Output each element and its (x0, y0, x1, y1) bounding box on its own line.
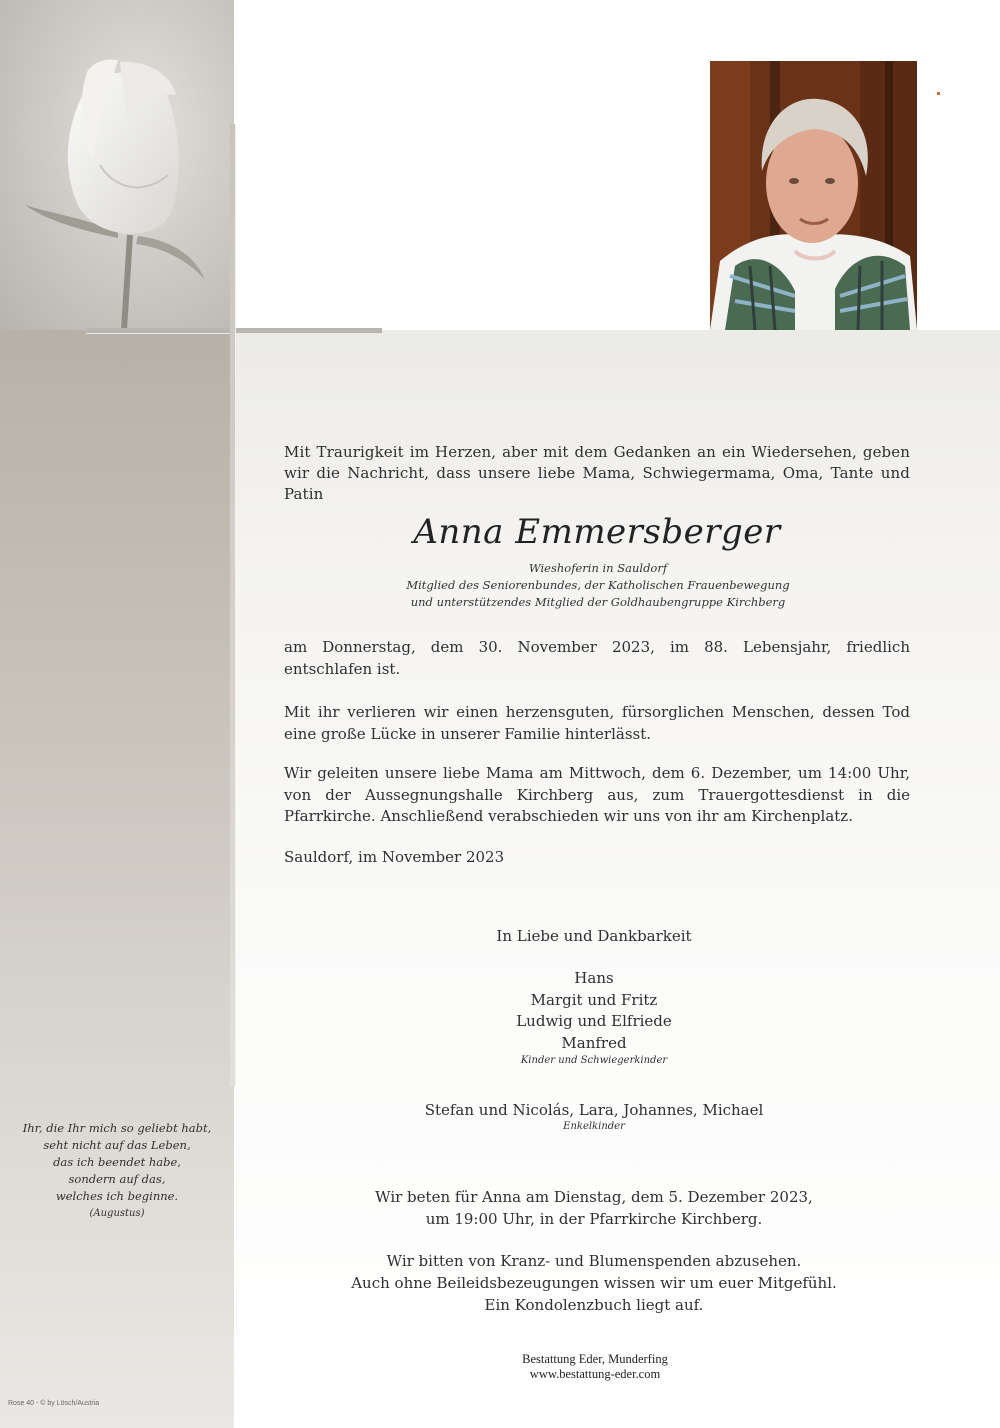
request-line: Auch ohne Beileidsbezeugungen wissen wir um euer Mitgefühl. (351, 1274, 837, 1292)
mourner-name: Margit und Fritz (530, 990, 658, 1009)
detail-line: und unterstützendes Mitglied der Goldhaubengruppe Kirchberg (410, 595, 786, 609)
quote-line: sondern auf das, (68, 1172, 166, 1186)
detail-line: Mitglied des Seniorenbundes, der Katholischen Frauenbewegung (406, 578, 790, 592)
rose-image (0, 0, 234, 330)
quote-line: seht nicht auf das Leben, (43, 1138, 191, 1152)
undertaker-website: www.bestattung-eder.com (529, 1367, 661, 1381)
prayer-line: um 19:00 Uhr, in der Pfarrkirche Kirchberg. (425, 1210, 763, 1228)
color-mark (937, 92, 940, 95)
children-label: Kinder und Schwiegerkinder (520, 1055, 668, 1066)
request-line: Wir bitten von Kranz- und Blumenspenden abzusehen. (386, 1252, 802, 1270)
portrait-photo (710, 61, 917, 330)
request-line: Ein Kondolenzbuch liegt auf. (484, 1296, 704, 1314)
sidebar-panel (0, 330, 234, 1428)
deceased-name: Anna Emmersberger (413, 512, 781, 552)
requests-text (324, 1250, 864, 1316)
mourner-name: Ludwig und Elfriede (516, 1012, 672, 1030)
place-date: Sauldorf, im November 2023 (284, 848, 505, 866)
prayer-line: Wir beten für Anna am Dienstag, dem 5. Dezember 2023, (375, 1188, 813, 1206)
prayer-text (334, 1186, 854, 1230)
undertaker-footer (400, 1352, 790, 1382)
quote-author: (Augustus) (89, 1208, 145, 1219)
deceased-details (300, 560, 896, 611)
mourners-heading: In Liebe und Dankbarkeit (496, 927, 692, 945)
grandchildren-label: Enkelkinder (563, 1121, 625, 1132)
image-credit: Rose 40 - © by Lösch/Austria (8, 1400, 100, 1407)
memorial-quote (0, 1120, 234, 1222)
quote-line: Ihr, die Ihr mich so geliebt habt, (22, 1121, 212, 1135)
loss-paragraph: Mit ihr verlieren wir einen herzensguten, fürsorglichen Menschen, dessen Tod eine große Lücke in unserer Familie hinterlässt. (284, 703, 910, 743)
death-paragraph: am Donnerstag, dem 30. November 2023, im 88. Lebensjahr, friedlich entschlafen ist. (284, 638, 910, 678)
grandchildren-names: Stefan und Nicolás, Lara, Johannes, Michael (424, 1101, 764, 1119)
undertaker-name: Bestattung Eder, Munderfing (522, 1352, 668, 1366)
vertical-divider (230, 124, 236, 1086)
detail-line: Wieshoferin in Sauldorf (528, 561, 668, 575)
mourner-name: Manfred (561, 1033, 627, 1052)
mourner-name: Hans (574, 969, 614, 987)
funeral-paragraph: Wir geleiten unsere liebe Mama am Mittwoch, dem 6. Dezember, um 14:00 Uhr, von der Aussegnungshalle Kirchberg aus, zum Trauergottesdienst in die Pfarrkirche. Anschließend verabschieden wir uns von ihr am Kirchenplatz. (284, 764, 910, 825)
quote-line: welches ich beginne. (55, 1189, 179, 1203)
quote-line: das ich beendet habe, (53, 1155, 181, 1169)
grandchildren-list (334, 1100, 854, 1134)
intro-text: Mit Traurigkeit im Herzen, aber mit dem Gedanken an ein Wiedersehen, geben wir die Nachricht, dass unsere liebe Mama, Schwiegermama, Oma, Tante und Patin (284, 443, 910, 503)
children-list (384, 968, 804, 1068)
